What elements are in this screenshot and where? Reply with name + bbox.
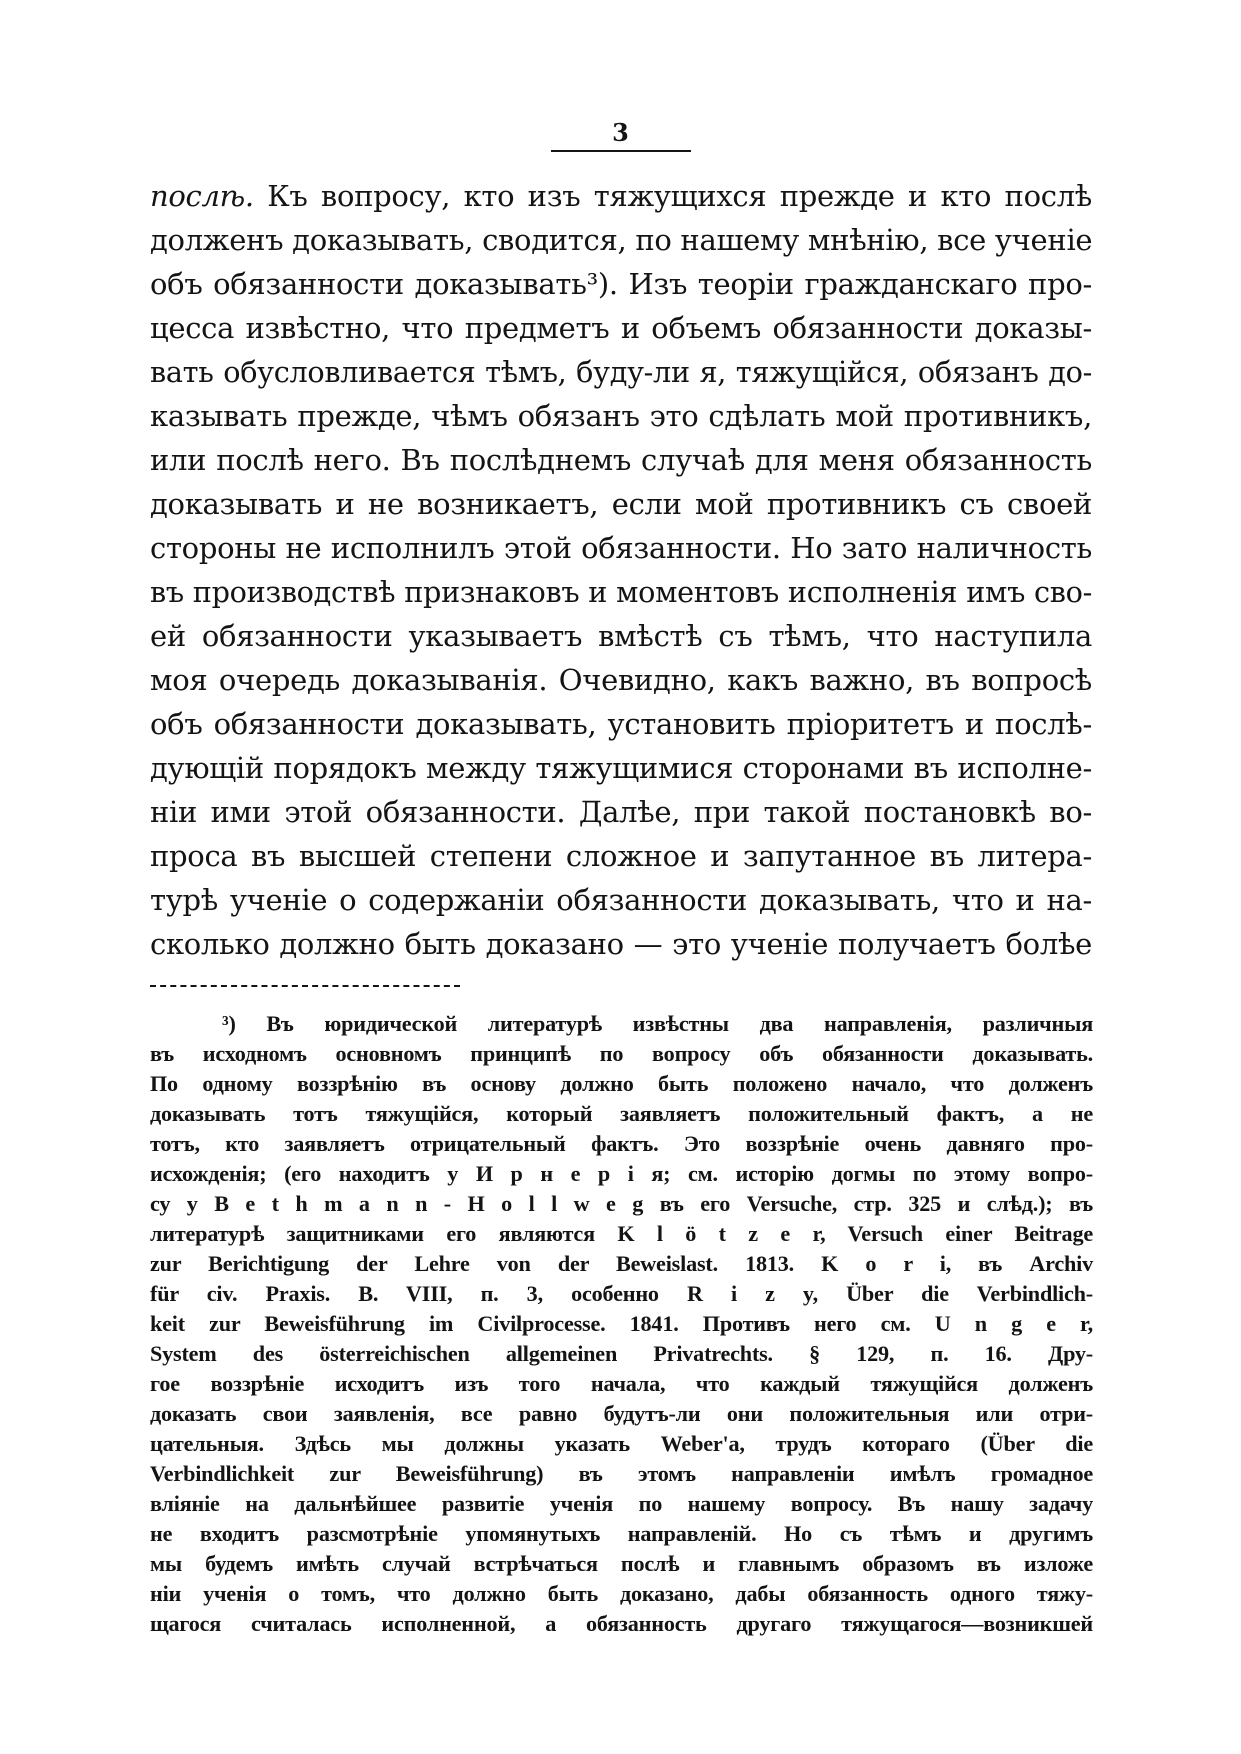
footnote-line: не входитъ разсмотрѣніе упомянутыхъ направленій. Но съ тѣмъ и другимъ xyxy=(150,1521,1093,1546)
body-line: цесса извѣстно, что предметъ и объемъ обязанности доказы- xyxy=(150,311,1092,345)
footnote-line: въ исходномъ основномъ принципѣ по вопросу объ обязанности доказывать. xyxy=(150,1041,1093,1066)
footnote-line: вліяніе на дальнѣйшее развитіе ученія по нашему вопросу. Въ нашу задачу xyxy=(150,1491,1093,1516)
body-line: или послѣ него. Въ послѣднемъ случаѣ для меня обязанность xyxy=(150,443,1092,477)
body-line: ніи ими этой обязанности. Далѣе, при такой постановкѣ во- xyxy=(150,795,1092,829)
body-first-line-rest: Къ вопросу, кто изъ тяжущихся прежде и кто послѣ xyxy=(253,179,1092,213)
body-line: вать обусловливается тѣмъ, буду-ли я, тяжущійся, обязанъ до- xyxy=(150,355,1092,389)
footnote-line: доказать свои заявленія, все равно будутъ-ли они положительныя или отри- xyxy=(150,1401,1093,1426)
body-line: стороны не исполнилъ этой обязанности. Но зато наличность xyxy=(150,531,1092,565)
page-number-rule xyxy=(551,150,691,152)
body-first-word: послѣ. xyxy=(150,179,254,213)
body-line: доказывать и не возникаетъ, если мой противникъ съ своей xyxy=(150,487,1092,521)
body-line: дующій порядокъ между тяжущимися сторонами въ исполне- xyxy=(150,751,1092,785)
footnote-separator xyxy=(150,985,460,987)
body-line: проса въ высшей степени сложное и запутанное въ литера- xyxy=(150,839,1092,873)
footnote-line: тотъ, кто заявляетъ отрицательный фактъ. Это воззрѣніе очень давняго про- xyxy=(150,1131,1093,1156)
footnote-line: По одному воззрѣнію въ основу должно быть положено начало, что долженъ xyxy=(150,1071,1093,1096)
footnote-line: доказывать тотъ тяжущійся, который заявляетъ положительный фактъ, а не xyxy=(150,1101,1093,1126)
footnote-line: zur Berichtigung der Lehre von der Beweislast. 1813. K o r i, въ Archiv xyxy=(150,1251,1093,1276)
footnote-line: исхожденія; (его находитъ у И р н е р і я; см. исторію догмы по этому вопро- xyxy=(150,1161,1093,1186)
footnote-line: литературѣ защитниками его являются K l ö t z e r, Versuch einer Beitrage xyxy=(150,1221,1093,1246)
body-line: казывать прежде, чѣмъ обязанъ это сдѣлать мой противникъ, xyxy=(150,399,1092,433)
body-line: объ обязанности доказывать³). Изъ теоріи гражданскаго про- xyxy=(150,267,1092,301)
body-line: моя очередь доказыванія. Очевидно, какъ важно, въ вопросѣ xyxy=(150,663,1092,697)
footnote-line: ніи ученія о томъ, что должно быть доказано, дабы обязанность одного тяжу- xyxy=(150,1581,1093,1606)
body-line: долженъ доказывать, сводится, по нашему мнѣнію, все ученіе xyxy=(150,223,1093,257)
footnote-line: щагося считалась исполненной, а обязанность другаго тяжущагося—возникшей xyxy=(150,1611,1093,1636)
footnote-line: keit zur Beweisführung im Civilprocesse. 1841. Противъ него см. U n g e r, xyxy=(150,1311,1093,1336)
body-line: объ обязанности доказывать, установить пріоритетъ и послѣ- xyxy=(150,707,1092,741)
body-line: турѣ ученіе о содержаніи обязанности доказывать, что и на- xyxy=(150,883,1092,917)
footnote-line: für civ. Praxis. B. VIII, п. 3, особенно R i z y, Über die Verbindlich- xyxy=(150,1281,1093,1306)
footnote-line: System des österreichischen allgemeinen Privatrechts. § 129, п. 16. Дру- xyxy=(150,1341,1093,1366)
body-line xyxy=(150,178,1092,214)
footnote-line: цательныя. Здѣсь мы должны указать Weber'а, трудъ котораго (Über die xyxy=(150,1431,1093,1456)
body-line: ей обязанности указываетъ вмѣстѣ съ тѣмъ, что наступила xyxy=(150,619,1092,653)
footnote-line: су у B e t h m a n n - H o l l w e g въ его Versuche, стр. 325 и слѣд.); въ xyxy=(150,1191,1093,1216)
footnote-line: гое воззрѣніе исходитъ изъ того начала, что каждый тяжущійся долженъ xyxy=(150,1371,1093,1396)
footnote-line: мы будемъ имѣть случай встрѣчаться послѣ и главнымъ образомъ въ изложе xyxy=(150,1551,1093,1576)
footnote-line: ³) Въ юридической литературѣ извѣстны два направленія, различныя xyxy=(222,1011,1093,1036)
body-line: въ производствѣ признаковъ и моментовъ исполненія имъ сво- xyxy=(150,575,1092,609)
footnote-line: Verbindlichkeit zur Beweisführung) въ этомъ направленіи имѣлъ громадное xyxy=(150,1461,1093,1486)
body-line: сколько должно быть доказано — это ученіе получаетъ болѣе xyxy=(150,927,1092,961)
page-number: 3 xyxy=(612,118,629,147)
